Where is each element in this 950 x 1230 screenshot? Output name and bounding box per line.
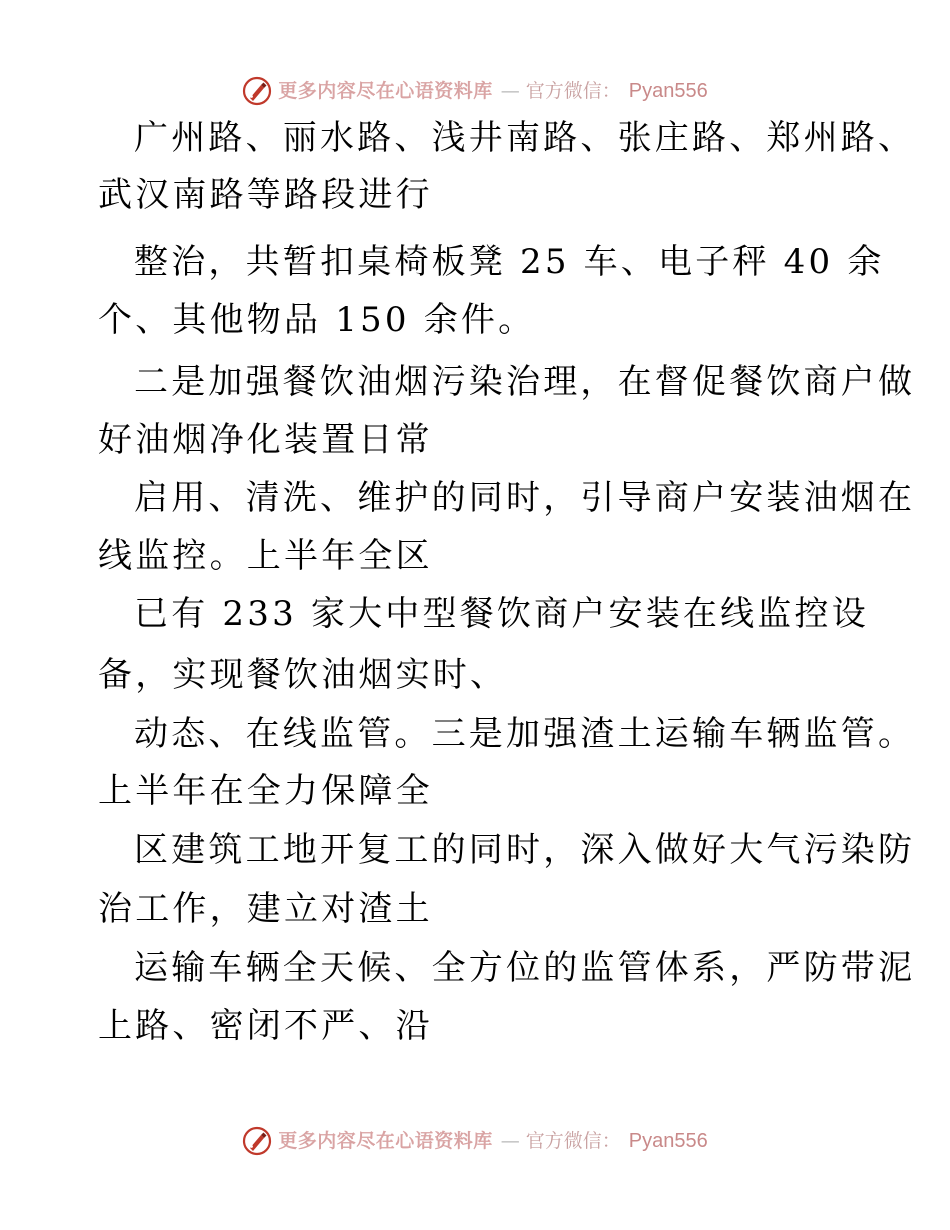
watermark-wechat-id: Pyan556	[628, 80, 708, 102]
watermark-wechat-id: Pyan556	[628, 1130, 708, 1152]
watermark-dash: —	[500, 80, 520, 102]
header-watermark	[0, 76, 950, 106]
watermark-site-text: 更多内容尽在心语资料库	[278, 80, 493, 102]
pen-logo-icon	[242, 76, 272, 106]
pen-logo-icon	[242, 1126, 272, 1156]
text-line: 个、其他物品 150 余件。	[98, 300, 536, 340]
text-line: 好油烟净化装置日常	[98, 420, 433, 460]
watermark-dash: —	[500, 1130, 520, 1152]
text-line: 备，实现餐饮油烟实时、	[98, 655, 508, 695]
text-line: 广州路、丽水路、浅井南路、张庄路、郑州路、	[134, 118, 916, 158]
watermark-official-label: 官方微信：	[525, 1130, 621, 1152]
text-line: 动态、在线监管。三是加强渣土运输车辆监管。	[134, 714, 916, 754]
text-line: 已有 233 家大中型餐饮商户安装在线监控设	[134, 594, 869, 634]
watermark-official-label: 官方微信：	[525, 80, 621, 102]
text-line: 上路、密闭不严、沿	[98, 1006, 433, 1046]
text-line: 武汉南路等路段进行	[98, 175, 433, 215]
text-line: 治工作，建立对渣土	[98, 889, 433, 929]
text-line: 二是加强餐饮油烟污染治理，在督促餐饮商户做	[134, 362, 916, 402]
watermark-site-text: 更多内容尽在心语资料库	[278, 1130, 493, 1152]
text-line: 整治，共暂扣桌椅板凳 25 车、电子秤 40 余	[134, 242, 885, 282]
text-line: 区建筑工地开复工的同时，深入做好大气污染防	[134, 830, 916, 870]
text-line: 线监控。上半年全区	[98, 536, 433, 576]
text-line: 启用、清洗、维护的同时，引导商户安装油烟在	[134, 478, 916, 518]
text-line: 运输车辆全天候、全方位的监管体系，严防带泥	[134, 948, 916, 988]
text-line: 上半年在全力保障全	[98, 771, 433, 811]
footer-watermark	[0, 1126, 950, 1156]
